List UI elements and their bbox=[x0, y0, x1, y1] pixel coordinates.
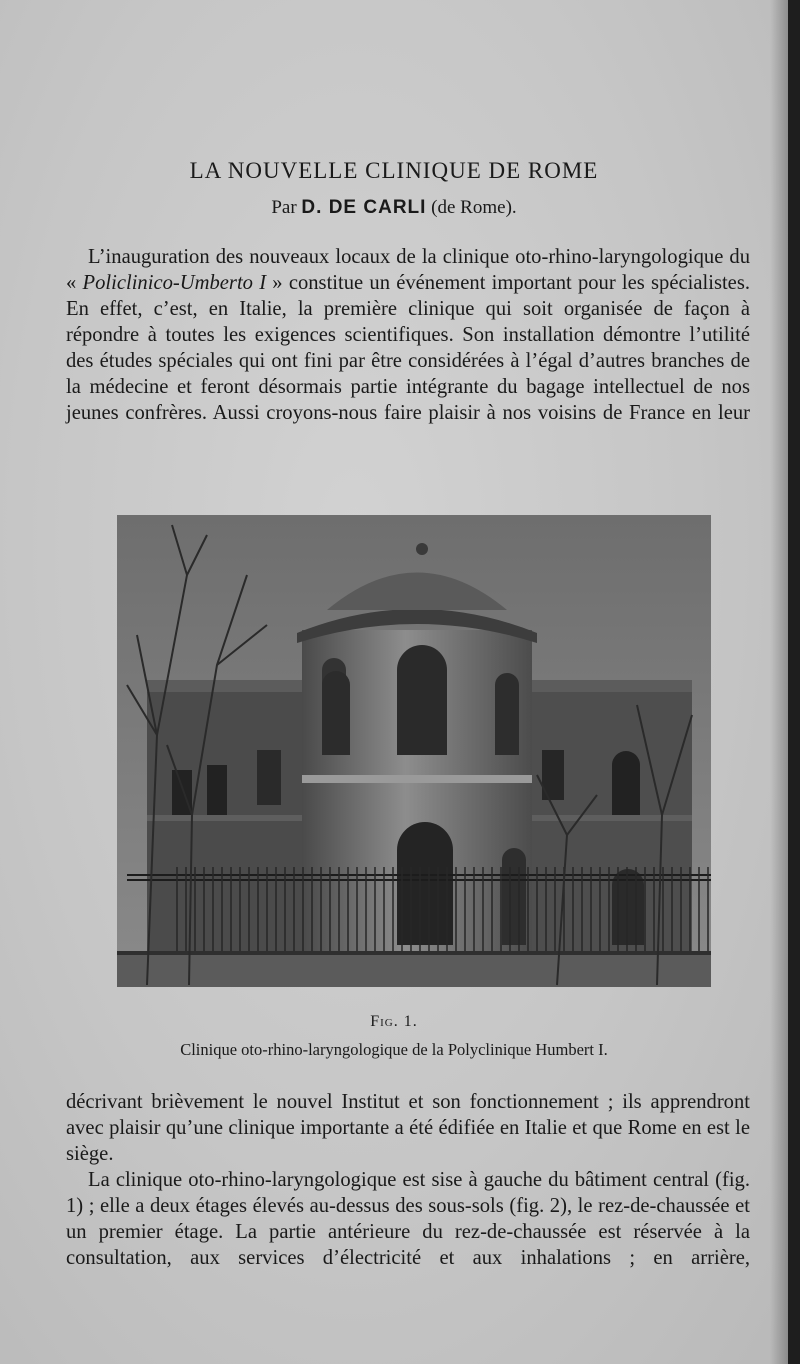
intro-text-start: L’inauguration des nouveaux locaux de la clinique oto-rhino-laryngologique du « bbox=[66, 246, 750, 294]
author-name: D. DE CARLI bbox=[301, 197, 427, 218]
author-location: (de Rome). bbox=[431, 197, 517, 218]
figure-label: Fig. 1. bbox=[370, 1013, 418, 1030]
intro-paragraph bbox=[66, 244, 750, 426]
article-title: LA NOUVELLE CLINIQUE DE ROME bbox=[189, 158, 599, 183]
article-byline bbox=[0, 197, 788, 219]
description-paragraphs bbox=[66, 1089, 750, 1271]
intro-text-end: » constitue un événement important pour les spécialistes. En effet, c’est, en Italie, la première clinique qui soit organisée de façon à répondre à toutes les exigences scientifiques. Son installation démontre l’utilité des études spéciales qui ont fini par être considérées à l’égal d’autres branches de la médecine et feront désormais partie intégrante du bagage intellectuel de nos jeunes confrères. Aussi croyons-nous faire plaisir à nos voisins de France en leur bbox=[66, 272, 750, 424]
figure-caption: Clinique oto-rhino-laryngologique de la Polyclinique Humbert I. bbox=[180, 1040, 608, 1059]
continuation-paragraph: décrivant brièvement le nouvel Institut et son fonctionnement ; ils apprendront avec plaisir qu’une clinique importante a été édifiée en Italie et que Rome en est le siège. bbox=[66, 1091, 750, 1165]
clinic-photograph bbox=[117, 515, 711, 987]
institution-name: Policlinico-Umberto I bbox=[82, 272, 267, 294]
clinic-description-paragraph: La clinique oto-rhino-laryngologique est sise à gauche du bâtiment central (fig. 1) ; elle a deux étages élevés au-dessus des sous-sols (fig. 2), le rez-de-chaussée et un premier étage. La partie antérieure du rez-de-chaussée est réservée à la consultation, aux services d’électricité et aux inhalations ; en arrière, bbox=[66, 1169, 750, 1269]
byline-prefix: Par bbox=[271, 197, 297, 218]
building-illustration bbox=[117, 515, 711, 987]
